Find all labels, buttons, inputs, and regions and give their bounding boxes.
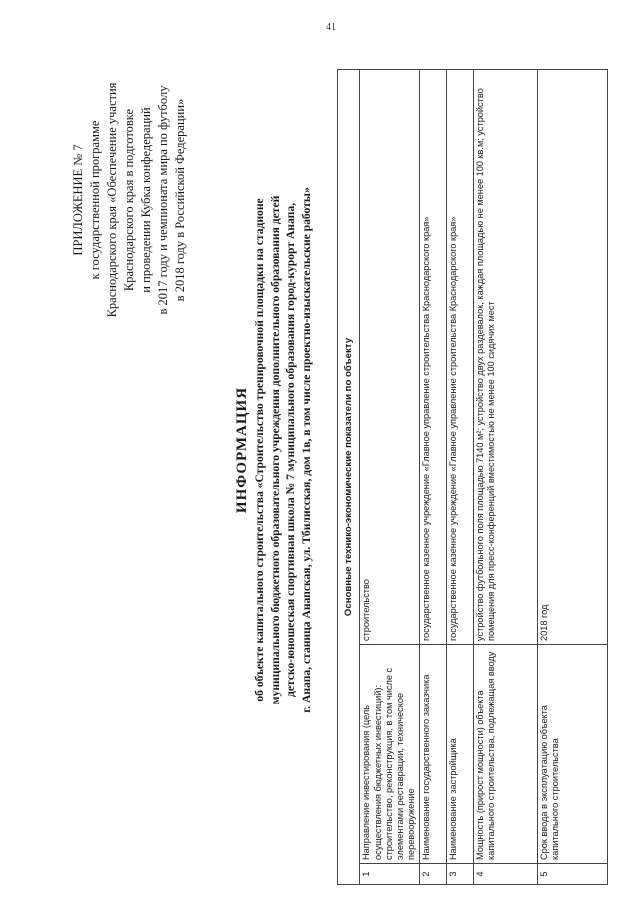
appendix-block [70, 25, 189, 375]
appendix-line: Краснодарского края «Обеспечение участия [105, 82, 119, 318]
row-name: Наименование государственного заказчика [419, 645, 446, 864]
appendix-line: ПРИЛОЖЕНИЕ № 7 [71, 144, 85, 256]
table-row [537, 70, 607, 885]
row-number: 1 [360, 864, 419, 885]
appendix-line: и проведении Кубка конфедераций [139, 107, 153, 293]
row-name: Мощность (прирост мощности) объекта капитального строительства, подлежащая вводу [473, 645, 537, 864]
heading-line: детско-юношеская спортивная школа № 7 муниципального образования город-курорт Анапа, [284, 202, 298, 698]
table-row [419, 70, 446, 885]
row-value: строительство [360, 70, 419, 645]
row-value: государственное казенное учреждение «Главное управление строительства Краснодарского края» [446, 70, 473, 645]
row-name: Наименование застройщика [446, 645, 473, 864]
row-number: 3 [446, 864, 473, 885]
appendix-line: Краснодарского края в подготовке [122, 108, 136, 292]
table-header: Основные технико-экономические показатели по объекту [338, 70, 360, 885]
appendix-line: в 2017 году и чемпионата мира по футболу [156, 85, 170, 315]
heading-line: г. Анапа, станица Анапская, ул. Тбилисская, дом 1в, в том числе проектно-изыскательские работы» [299, 187, 313, 713]
row-value: государственное казенное учреждение «Главное управление строительства Краснодарского края» [419, 70, 446, 645]
row-value: устройство футбольного поля площадью 7140 м²; устройство двух раздевалок, каждая площадью не менее 100 кв.м; устройство помещения для пресс-конференций вместимостью не менее 100 сидячих мест [473, 70, 537, 645]
row-number: 4 [473, 864, 537, 885]
row-number: 2 [419, 864, 446, 885]
document-title: ИНФОРМАЦИЯ [234, 386, 250, 514]
table-row [473, 70, 537, 885]
row-value: 2018 год [537, 70, 607, 645]
appendix-line: в 2018 году в Российской Федерации» [173, 98, 187, 302]
document-heading [232, 55, 314, 845]
table-row [446, 70, 473, 885]
row-name: Направление инвестирования (цель осуществления бюджетных инвестиций): строительство, реконструкция, в том числе с элементами реставрации, техническое перевооружение [360, 645, 419, 864]
row-number: 5 [537, 864, 607, 885]
indicators-table [337, 69, 608, 885]
table-header-row [338, 70, 360, 885]
row-name: Срок ввода в эксплуатацию объекта капитального строительства [537, 645, 607, 864]
page-number: 41 [326, 22, 336, 33]
appendix-line: к государственной программе [88, 120, 102, 280]
table-row [360, 70, 419, 885]
heading-line: об объекте капитального строительства «Строительство тренировочной площадки на стадионе [253, 198, 266, 702]
heading-line: муниципального бюджетного образовательного учреждения дополнительного образования детей [268, 195, 282, 705]
